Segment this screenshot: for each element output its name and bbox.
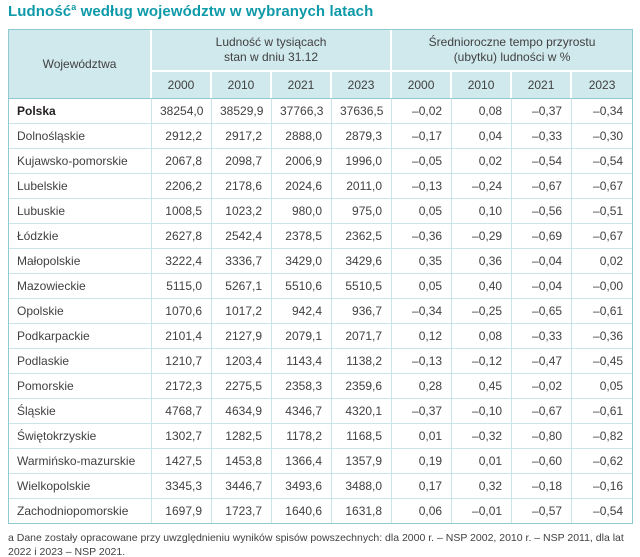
cell-growth: –0,82 [572, 424, 632, 449]
cell-growth: –0,45 [572, 349, 632, 374]
cell-voivodeship: Wielkopolskie [9, 474, 152, 499]
cell-voivodeship: Łódzkie [9, 224, 152, 249]
cell-population: 1453,8 [212, 449, 272, 474]
cell-population: 3336,7 [212, 249, 272, 274]
cell-population: 1282,5 [212, 424, 272, 449]
cell-growth: 0,04 [452, 124, 512, 149]
cell-population: 5267,1 [212, 274, 272, 299]
table-row [9, 449, 632, 474]
cell-population: 2071,7 [332, 324, 392, 349]
cell-population: 2359,6 [332, 374, 392, 399]
cell-population: 4320,1 [332, 399, 392, 424]
table-row [9, 299, 632, 324]
cell-growth: 0,35 [392, 249, 452, 274]
cell-population: 1168,5 [332, 424, 392, 449]
cell-population: 942,4 [272, 299, 332, 324]
cell-population: 1631,8 [332, 499, 392, 523]
cell-growth: –0,54 [572, 499, 632, 523]
cell-population: 3446,7 [212, 474, 272, 499]
cell-population: 2127,9 [212, 324, 272, 349]
column-group-growth [392, 30, 632, 72]
cell-voivodeship: Polska [9, 98, 152, 124]
cell-population: 1996,0 [332, 149, 392, 174]
cell-population: 1366,4 [272, 449, 332, 474]
cell-voivodeship: Warmińsko-mazurskie [9, 449, 152, 474]
group-population-line1: Ludność w tysiącach [215, 35, 327, 49]
group-growth-line2: (ubytku) ludności w % [453, 50, 571, 64]
cell-growth: –0,69 [512, 224, 572, 249]
table-row [9, 249, 632, 274]
cell-growth: –0,29 [452, 224, 512, 249]
table-row [9, 274, 632, 299]
cell-population: 2362,5 [332, 224, 392, 249]
cell-growth: –0,36 [572, 324, 632, 349]
cell-population: 3493,6 [272, 474, 332, 499]
cell-growth: –0,54 [512, 149, 572, 174]
cell-population: 2101,4 [152, 324, 212, 349]
cell-population: 1178,2 [272, 424, 332, 449]
cell-population: 2542,4 [212, 224, 272, 249]
year-header: 2010 [452, 72, 512, 98]
cell-growth: –0,47 [512, 349, 572, 374]
cell-population: 4634,9 [212, 399, 272, 424]
cell-voivodeship: Lubuskie [9, 199, 152, 224]
cell-growth: –0,62 [572, 449, 632, 474]
cell-population: 2079,1 [272, 324, 332, 349]
cell-population: 1210,7 [152, 349, 212, 374]
cell-population: 3222,4 [152, 249, 212, 274]
cell-growth: 0,40 [452, 274, 512, 299]
cell-growth: 0,19 [392, 449, 452, 474]
cell-growth: –0,32 [452, 424, 512, 449]
cell-growth: –0,10 [452, 399, 512, 424]
cell-population: 980,0 [272, 199, 332, 224]
year-header: 2000 [392, 72, 452, 98]
cell-population: 936,7 [332, 299, 392, 324]
cell-growth: –0,61 [572, 299, 632, 324]
footnote-marker: a [8, 532, 14, 544]
cell-growth: 0,32 [452, 474, 512, 499]
cell-growth: 0,06 [392, 499, 452, 523]
group-growth-line1: Średnioroczne tempo przyrostu [428, 35, 596, 49]
cell-growth: –0,25 [452, 299, 512, 324]
cell-population: 1203,4 [212, 349, 272, 374]
table-row [9, 124, 632, 149]
footnote-text: Dane zostały opracowane przy uwzględnieniu wyników spisów powszechnych: dla 2000 r. – NSP 2002, 2010 r. – NSP 2011, dla lat 2022 i 2023 – NSP 2021. [8, 532, 624, 557]
cell-population: 2178,6 [212, 174, 272, 199]
table-header [9, 30, 632, 98]
cell-population: 3488,0 [332, 474, 392, 499]
cell-growth: –0,17 [392, 124, 452, 149]
footnote [8, 531, 632, 557]
cell-growth: –0,61 [572, 399, 632, 424]
title-main: Ludność [8, 3, 72, 20]
cell-voivodeship: Mazowieckie [9, 274, 152, 299]
year-header: 2010 [212, 72, 272, 98]
table-row [9, 199, 632, 224]
cell-population: 2006,9 [272, 149, 332, 174]
cell-growth: –0,37 [512, 98, 572, 124]
cell-growth: 0,01 [452, 449, 512, 474]
cell-voivodeship: Śląskie [9, 399, 152, 424]
cell-population: 2206,2 [152, 174, 212, 199]
cell-growth: –0,60 [512, 449, 572, 474]
cell-population: 1023,2 [212, 199, 272, 224]
cell-population: 2011,0 [332, 174, 392, 199]
cell-population: 4346,7 [272, 399, 332, 424]
cell-population: 1302,7 [152, 424, 212, 449]
cell-voivodeship: Dolnośląskie [9, 124, 152, 149]
cell-growth: –0,65 [512, 299, 572, 324]
table-row [9, 174, 632, 199]
cell-population: 2912,2 [152, 124, 212, 149]
cell-growth: –0,80 [512, 424, 572, 449]
cell-growth: 0,01 [392, 424, 452, 449]
group-population-line2: stan w dniu 31.12 [223, 50, 319, 64]
cell-growth: –0,34 [392, 299, 452, 324]
title-rest: według województw w wybranych latach [76, 3, 374, 20]
cell-growth: –0,30 [572, 124, 632, 149]
cell-voivodeship: Małopolskie [9, 249, 152, 274]
column-header-wojewodztwa: Województwa [9, 30, 152, 98]
cell-population: 2627,8 [152, 224, 212, 249]
cell-voivodeship: Świętokrzyskie [9, 424, 152, 449]
cell-voivodeship: Podlaskie [9, 349, 152, 374]
cell-population: 2275,5 [212, 374, 272, 399]
cell-population: 1143,4 [272, 349, 332, 374]
year-header: 2023 [332, 72, 392, 98]
cell-growth: –0,67 [572, 174, 632, 199]
table-row [9, 324, 632, 349]
cell-growth: 0,45 [452, 374, 512, 399]
cell-growth: 0,36 [452, 249, 512, 274]
cell-population: 1008,5 [152, 199, 212, 224]
cell-voivodeship: Podkarpackie [9, 324, 152, 349]
table-row [9, 349, 632, 374]
column-group-population [152, 30, 392, 72]
cell-population: 2378,5 [272, 224, 332, 249]
year-header: 2000 [152, 72, 212, 98]
cell-population: 2879,3 [332, 124, 392, 149]
cell-growth: –0,33 [512, 324, 572, 349]
cell-population: 1357,9 [332, 449, 392, 474]
cell-population: 3429,0 [272, 249, 332, 274]
cell-population: 5510,5 [332, 274, 392, 299]
cell-growth: 0,02 [452, 149, 512, 174]
cell-population: 3345,3 [152, 474, 212, 499]
cell-voivodeship: Zachodniopomorskie [9, 499, 152, 523]
year-header: 2021 [512, 72, 572, 98]
cell-voivodeship: Opolskie [9, 299, 152, 324]
cell-growth: 0,08 [452, 98, 512, 124]
cell-population: 1697,9 [152, 499, 212, 523]
cell-growth: –0,51 [572, 199, 632, 224]
cell-population: 2172,3 [152, 374, 212, 399]
table-body [9, 98, 632, 523]
cell-growth: –0,02 [392, 98, 452, 124]
cell-population: 37766,3 [272, 98, 332, 124]
cell-growth: –0,01 [452, 499, 512, 523]
cell-growth: –0,57 [512, 499, 572, 523]
cell-growth: 0,08 [452, 324, 512, 349]
cell-growth: –0,05 [392, 149, 452, 174]
cell-growth: –0,04 [512, 249, 572, 274]
page-title [8, 2, 632, 20]
cell-growth: –0,13 [392, 174, 452, 199]
cell-voivodeship: Lubelskie [9, 174, 152, 199]
cell-population: 2098,7 [212, 149, 272, 174]
cell-population: 2067,8 [152, 149, 212, 174]
table-row [9, 149, 632, 174]
cell-growth: –0,34 [572, 98, 632, 124]
cell-population: 975,0 [332, 199, 392, 224]
cell-growth: –0,36 [392, 224, 452, 249]
cell-population: 5510,6 [272, 274, 332, 299]
cell-population: 3429,6 [332, 249, 392, 274]
cell-growth: 0,02 [572, 249, 632, 274]
cell-population: 2024,6 [272, 174, 332, 199]
cell-voivodeship: Kujawsko-pomorskie [9, 149, 152, 174]
cell-growth: –0,04 [512, 274, 572, 299]
cell-population: 2888,0 [272, 124, 332, 149]
cell-growth: –0,67 [512, 399, 572, 424]
table-row [9, 374, 632, 399]
cell-growth: 0,10 [452, 199, 512, 224]
cell-population: 1640,6 [272, 499, 332, 523]
cell-growth: –0,24 [452, 174, 512, 199]
year-header: 2023 [572, 72, 632, 98]
table-row [9, 399, 632, 424]
table-row [9, 424, 632, 449]
table-row [9, 224, 632, 249]
cell-growth: –0,67 [572, 224, 632, 249]
cell-population: 1070,6 [152, 299, 212, 324]
cell-population: 1723,7 [212, 499, 272, 523]
cell-growth: 0,12 [392, 324, 452, 349]
cell-population: 37636,5 [332, 98, 392, 124]
cell-growth: –0,67 [512, 174, 572, 199]
cell-growth: 0,17 [392, 474, 452, 499]
cell-population: 38254,0 [152, 98, 212, 124]
title-footnote-marker: a [71, 2, 77, 12]
cell-growth: 0,05 [572, 374, 632, 399]
cell-population: 4768,7 [152, 399, 212, 424]
cell-growth: –0,13 [392, 349, 452, 374]
cell-growth: –0,37 [392, 399, 452, 424]
cell-population: 5115,0 [152, 274, 212, 299]
table-row [9, 499, 632, 523]
group-header-row [9, 30, 632, 72]
cell-growth: –0,12 [452, 349, 512, 374]
cell-population: 1427,5 [152, 449, 212, 474]
cell-voivodeship: Pomorskie [9, 374, 152, 399]
cell-population: 1017,2 [212, 299, 272, 324]
table-row [9, 98, 632, 124]
cell-growth: 0,05 [392, 199, 452, 224]
cell-growth: –0,02 [512, 374, 572, 399]
cell-population: 38529,9 [212, 98, 272, 124]
population-table [8, 29, 633, 524]
cell-growth: –0,16 [572, 474, 632, 499]
cell-growth: –0,33 [512, 124, 572, 149]
cell-growth: 0,05 [392, 274, 452, 299]
year-header: 2021 [272, 72, 332, 98]
cell-growth: 0,28 [392, 374, 452, 399]
cell-growth: –0,00 [572, 274, 632, 299]
cell-population: 1138,2 [332, 349, 392, 374]
cell-population: 2917,2 [212, 124, 272, 149]
table-row [9, 474, 632, 499]
cell-growth: –0,18 [512, 474, 572, 499]
cell-population: 2358,3 [272, 374, 332, 399]
cell-growth: –0,56 [512, 199, 572, 224]
cell-growth: –0,54 [572, 149, 632, 174]
